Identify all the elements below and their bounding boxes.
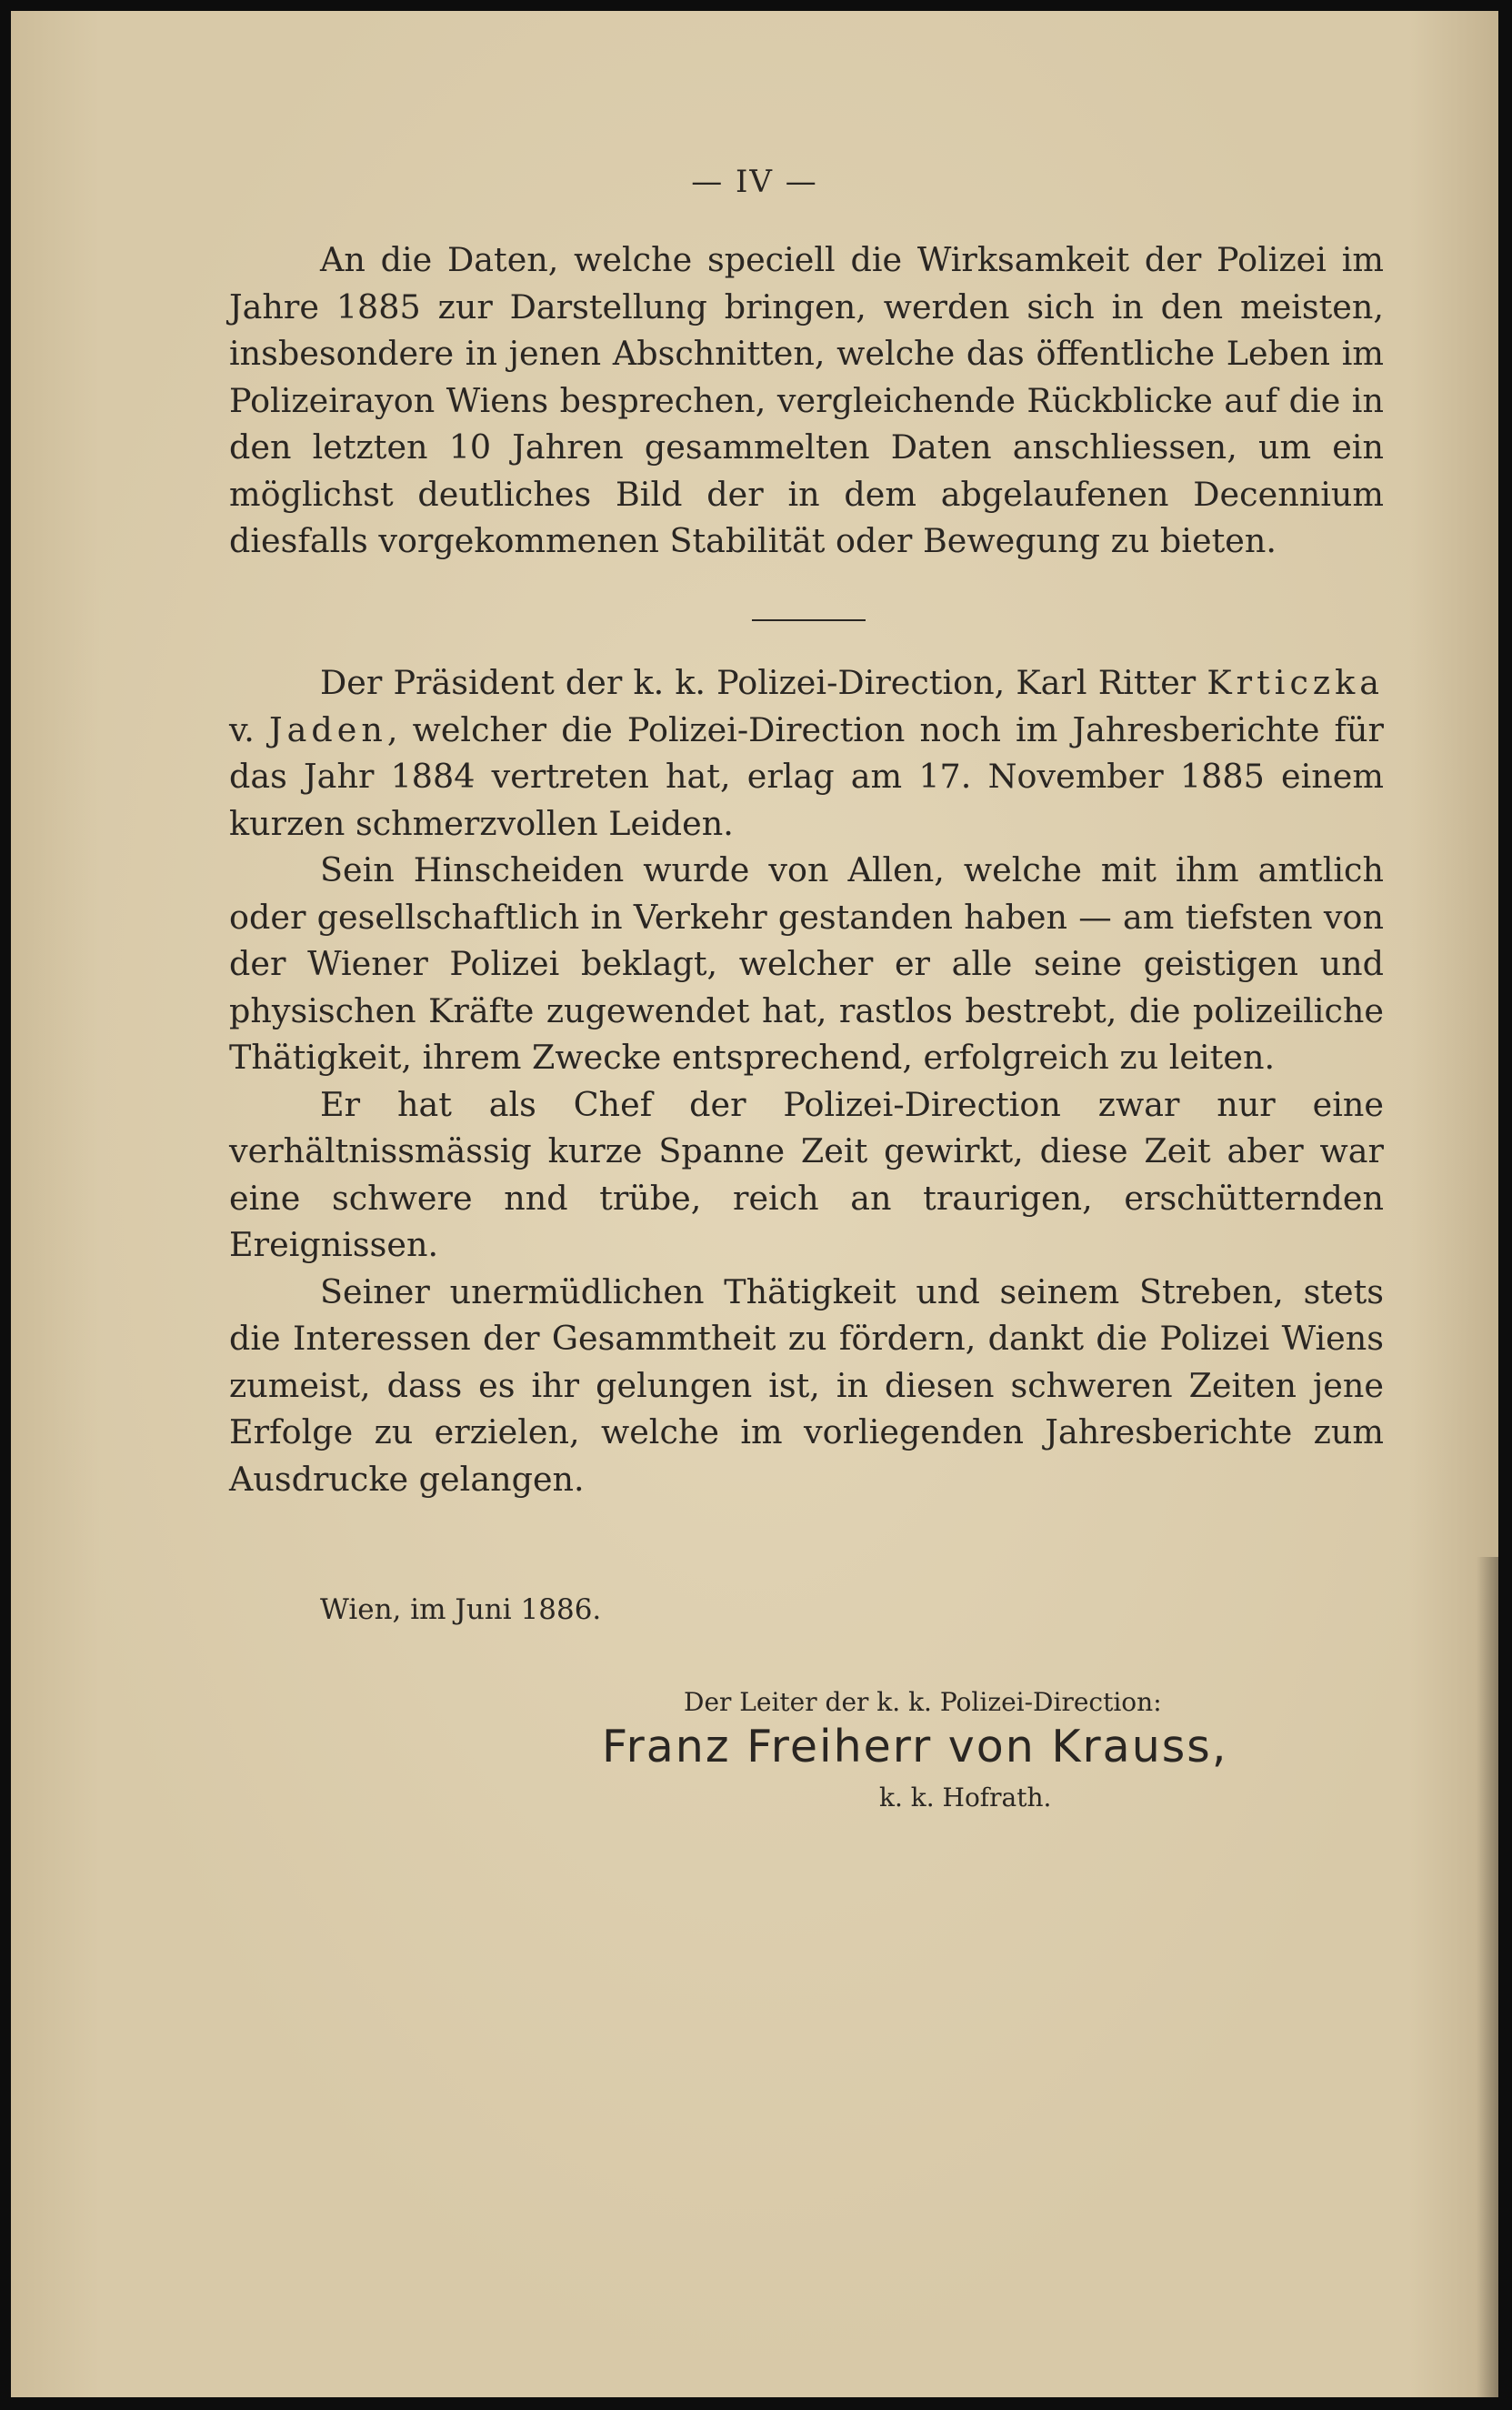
body-paragraph xyxy=(229,659,1384,847)
text-run: Der Präsident der k. k. Polizei-Direction, Karl Ritter xyxy=(320,663,1207,702)
signature-role: Der Leiter der k. k. Polizei-Direction: xyxy=(684,1687,1162,1717)
body-paragraph: Seiner unermüdlichen Thätigkeit und seinem Streben, stets die Interessen der Gesammtheit zu fördern, dankt die Polizei Wiens zumeist, dass es ihr gelungen ist, in diesen schweren Zeiten jene Erfolge zu erzielen, welche im vorliegenden Jahresberichte zum Ausdrucke gelangen. xyxy=(229,1271,1384,1499)
obituary-section xyxy=(229,659,1384,1502)
spaced-name: Jaden xyxy=(269,709,387,749)
body-paragraph: Sein Hinscheiden wurde von Allen, welche mit ihm amtlich oder gesellschaftlich in Verkehr gestanden haben — am tiefsten von der Wiener Polizei beklagt, welcher er alle seine geistigen und physischen Kräfte zugewendet hat, rastlos bestrebt, die polizeiliche Thätigkeit, ihrem Zwecke entsprechend, erfolgreich zu leiten. xyxy=(229,850,1384,1077)
intro-section xyxy=(229,236,1384,565)
document-page xyxy=(11,11,1498,2397)
signature-name: Franz Freiherr von Krauss, xyxy=(602,1721,1228,1772)
signature-title: k. k. Hofrath. xyxy=(879,1782,1052,1813)
text-run: v. xyxy=(229,709,269,749)
spaced-name: Krticzka xyxy=(1207,663,1384,702)
text-run: , welcher die Polizei-Direction noch im Jahresberichte für das Jahr 1884 vertreten hat, erlag am 17. November 1885 einem kurzen schmerzvollen Leiden. xyxy=(229,709,1384,843)
dateline: Wien, im Juni 1886. xyxy=(320,1593,602,1626)
body-paragraph: An die Daten, welche speciell die Wirksamkeit der Polizei im Jahre 1885 zur Darstellung bringen, werden sich in den meisten, insbesondere in jenen Abschnitten, welche das öffentliche Leben im Polizeirayon Wiens besprechen, vergleichende Rückblicke auf die in den letzten 10 Jahren gesammelten Daten anschliessen, um ein möglichst deutliches Bild der in dem abgelaufenen Decennium diesfalls vorgekommenen Stabilität oder Bewegung zu bieten. xyxy=(229,240,1384,560)
page-edge-wear xyxy=(1477,1557,1498,2397)
page-number: — IV — xyxy=(691,164,818,200)
section-divider xyxy=(752,619,866,621)
body-paragraph: Er hat als Chef der Polizei-Direction zwar nur eine verhältnissmässig kurze Spanne Zeit gewirkt, diese Zeit aber war eine schwere nnd trübe, reich an traurigen, erschütternden Ereignissen. xyxy=(229,1084,1384,1264)
